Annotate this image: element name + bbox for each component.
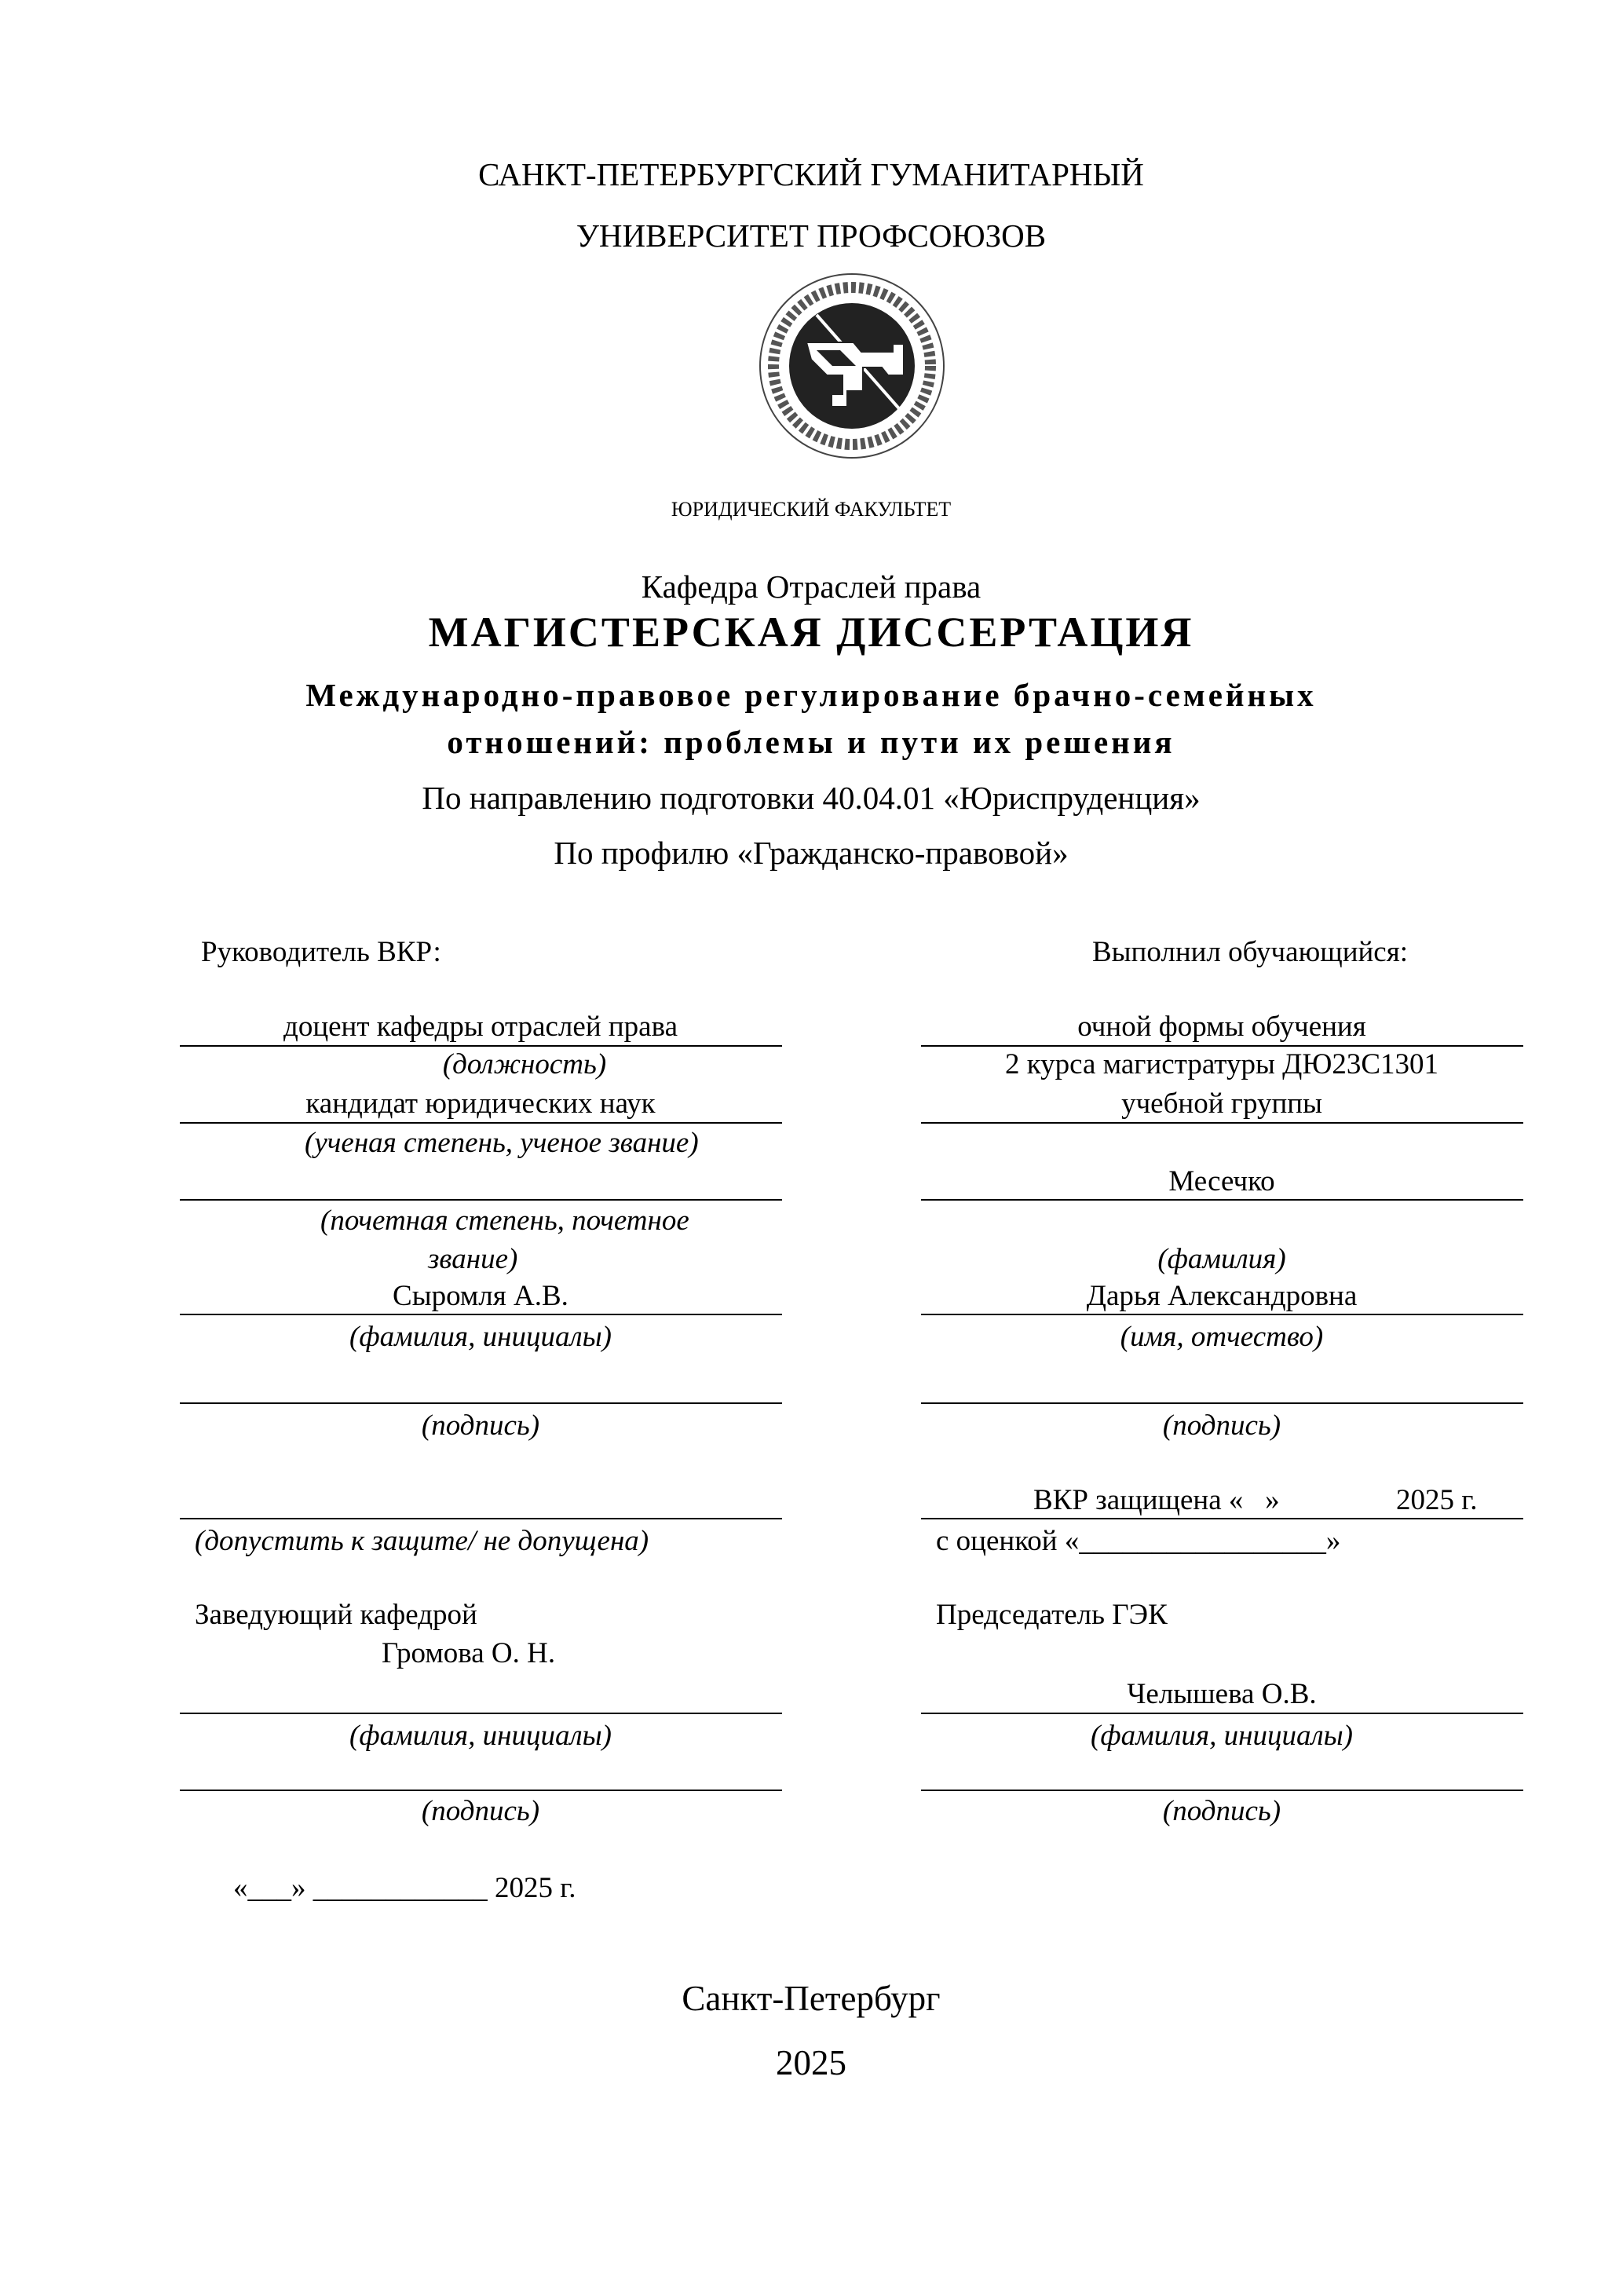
year: 2025	[776, 2043, 846, 2082]
admission-line	[180, 1518, 782, 1519]
honor-label-line2: звание)	[428, 1243, 518, 1275]
university-name-line1: САНКТ-ПЕТЕРБУРГСКИЙ ГУМАНИТАРНЫЙ	[478, 156, 1144, 192]
position-label: (должность)	[442, 1048, 607, 1080]
divider	[921, 1199, 1523, 1201]
student-group: учебной группы	[1121, 1088, 1322, 1120]
divider	[921, 1314, 1523, 1315]
supervisor-name: Сыромля А.В.	[393, 1280, 568, 1312]
divider	[921, 1045, 1523, 1047]
study-profile: По профилю «Гражданско-правовой»	[554, 835, 1069, 871]
divider	[180, 1713, 782, 1714]
student-signature-label: (подпись)	[1162, 1409, 1281, 1442]
department-name: Кафедра Отраслей права	[641, 569, 981, 605]
degree-label: (ученая степень, ученое звание)	[305, 1127, 699, 1159]
thesis-title-line2: отношений: проблемы и пути их решения	[447, 724, 1175, 760]
commission-chair-name: Челышева О.В.	[1127, 1678, 1317, 1710]
divider	[921, 1713, 1523, 1714]
student-given-names: Дарья Александровна	[1086, 1280, 1358, 1312]
student-heading: Выполнил обучающийся:	[1092, 936, 1409, 968]
head-name-label: (фамилия, инициалы)	[349, 1720, 612, 1752]
approval-date: «___» ____________ 2025 г.	[233, 1872, 576, 1904]
surname-label: (фамилия)	[1157, 1243, 1286, 1275]
divider	[180, 1199, 782, 1201]
admission-label: (допустить к защите/ не допущена)	[195, 1525, 649, 1557]
honor-label-line1: (почетная степень, почетное	[320, 1205, 689, 1237]
commission-chair-title: Председатель ГЭК	[936, 1599, 1168, 1631]
divider	[921, 1122, 1523, 1124]
divider	[921, 1518, 1523, 1519]
supervisor-signature-label: (подпись)	[421, 1409, 540, 1442]
supervisor-position: доцент кафедры отраслей права	[283, 1011, 678, 1043]
defense-year: 2025 г.	[1396, 1484, 1478, 1516]
divider	[180, 1045, 782, 1047]
university-logo	[758, 272, 946, 460]
supervisor-degree: кандидат юридических наук	[305, 1088, 656, 1120]
thesis-title-line1: Международно-правовое регулирование брачно-семейных	[305, 677, 1317, 713]
given-names-label: (имя, отчество)	[1120, 1321, 1324, 1353]
chair-name-label: (фамилия, инициалы)	[1091, 1720, 1353, 1752]
student-course: 2 курса магистратуры ДЮ23С1301	[1004, 1048, 1439, 1080]
study-form: очной формы обучения	[1077, 1011, 1366, 1043]
supervisor-signature-line	[180, 1402, 782, 1404]
faculty-name: ЮРИДИЧЕСКИЙ ФАКУЛЬТЕТ	[671, 498, 952, 521]
chair-signature-line	[921, 1790, 1523, 1791]
divider	[180, 1122, 782, 1124]
defense-date: ВКР защищена « »	[1033, 1484, 1280, 1516]
chair-signature-label: (подпись)	[1162, 1795, 1281, 1827]
study-direction: По направлению подготовки 40.04.01 «Юриспруденция»	[422, 780, 1201, 816]
supervisor-name-label: (фамилия, инициалы)	[349, 1321, 612, 1353]
head-of-department-title: Заведующий кафедрой	[195, 1599, 477, 1631]
student-signature-line	[921, 1402, 1523, 1404]
head-of-department-name: Громова О. Н.	[382, 1637, 556, 1669]
city: Санкт-Петербург	[682, 1979, 941, 2018]
defense-grade: с оценкой «_________________»	[936, 1525, 1341, 1557]
student-surname: Месечко	[1168, 1165, 1275, 1197]
document-type: МАГИСТЕРСКАЯ ДИССЕРТАЦИЯ	[428, 609, 1194, 656]
divider	[180, 1314, 782, 1315]
supervisor-heading: Руководитель ВКР:	[201, 936, 441, 968]
head-signature-label: (подпись)	[421, 1795, 540, 1827]
head-signature-line	[180, 1790, 782, 1791]
university-name-line2: УНИВЕРСИТЕТ ПРОФСОЮЗОВ	[576, 218, 1047, 254]
